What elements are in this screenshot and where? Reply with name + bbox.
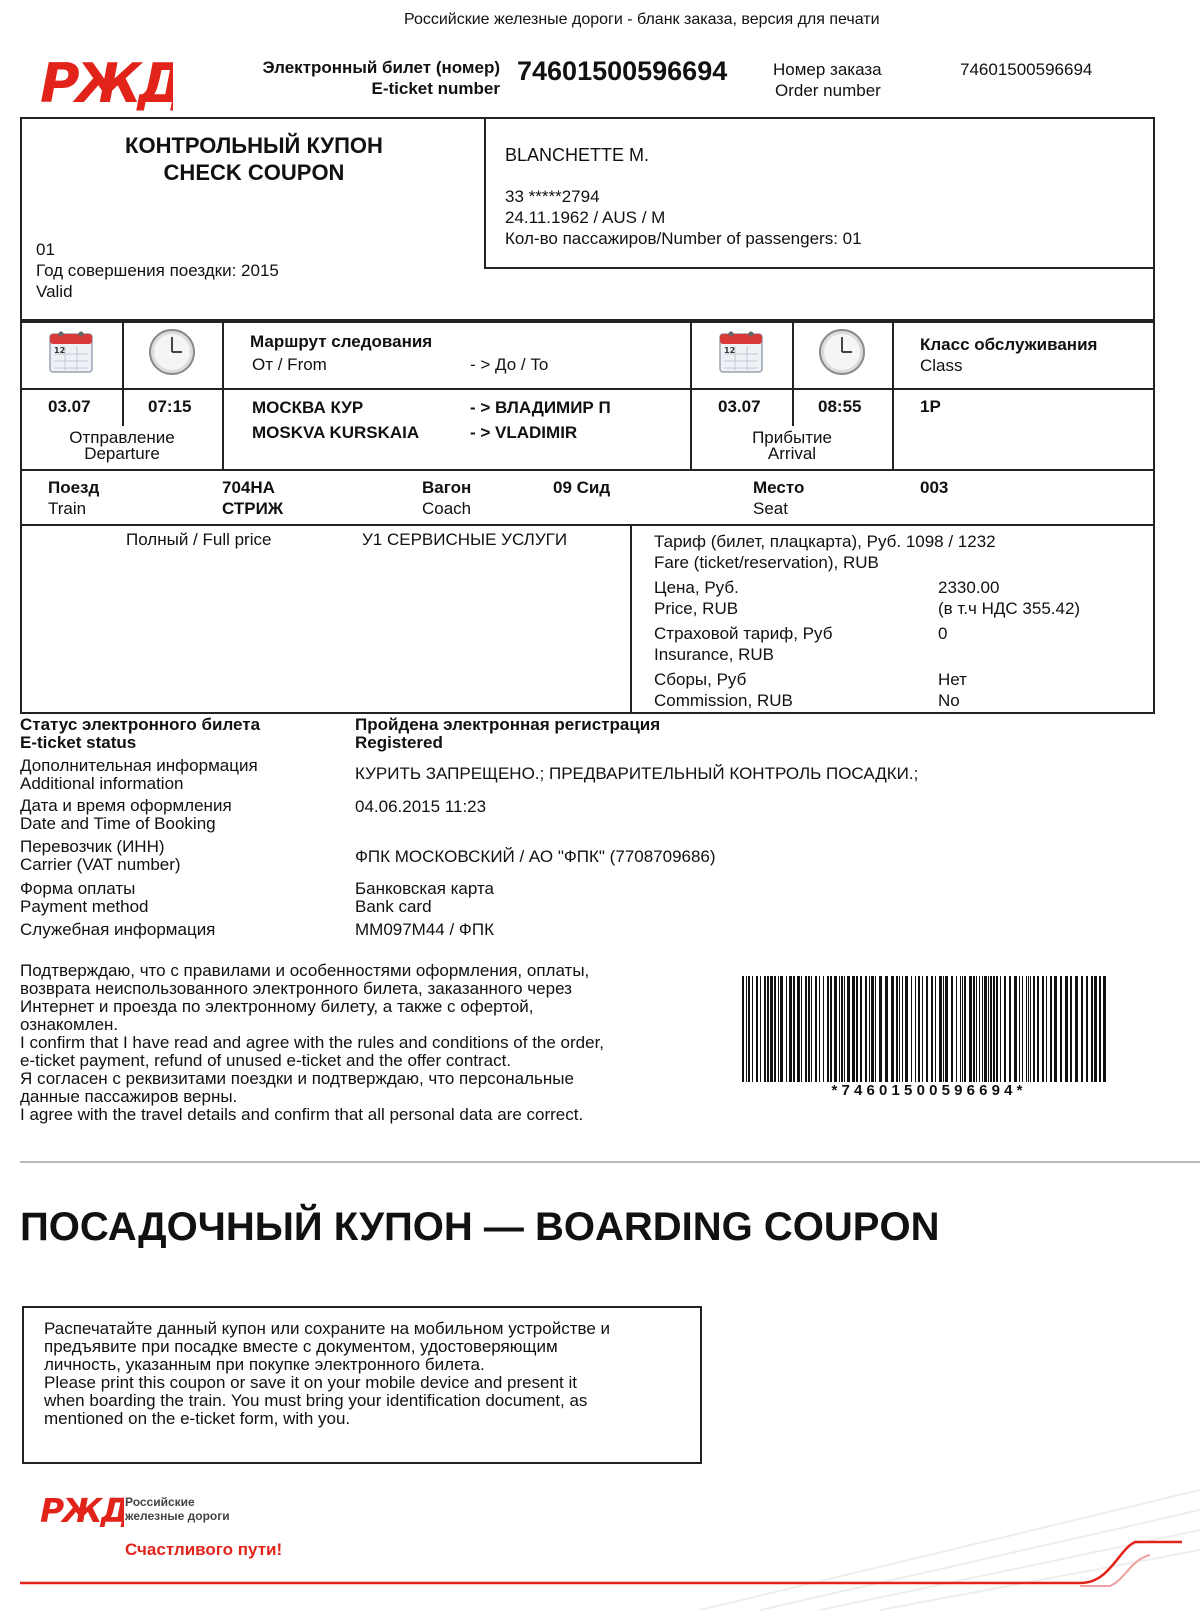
check-coupon-title-ru: КОНТРОЛЬНЫЙ КУПОН xyxy=(125,133,383,158)
agreement-line: ознакомлен. xyxy=(20,1015,119,1034)
carrier-value: ФПК МОСКОВСКИЙ / АО "ФПК" (7708709686) xyxy=(355,847,716,866)
from-station-ru: МОСКВА КУР xyxy=(252,398,364,417)
price-label-en: Price, RUB xyxy=(654,599,739,618)
coupon-valid: Valid xyxy=(36,282,73,301)
order-number: 74601500596694 xyxy=(960,60,1093,79)
class-label: Class xyxy=(920,356,963,375)
arrival-label-ru: Прибытие xyxy=(752,428,832,447)
footer-logo-text: РЖД xyxy=(40,1491,124,1530)
insurance-label-ru: Страховой тариф, Руб xyxy=(654,624,833,643)
to-station-ru: - > ВЛАДИМИР П xyxy=(470,398,611,417)
eticket-label-en: E-ticket number xyxy=(371,79,500,98)
footer-logo xyxy=(40,1490,124,1535)
rzd-logo xyxy=(38,52,173,119)
booking-date-value: 04.06.2015 11:23 xyxy=(355,797,487,816)
commission-value-en: No xyxy=(938,691,960,710)
coupon-separator xyxy=(20,1161,1200,1163)
train-number: 704НА xyxy=(222,478,275,497)
passenger-count: Кол-во пассажиров/Number of passengers: 01 xyxy=(505,229,862,248)
boarding-coupon-title: ПОСАДОЧНЫЙ КУПОН — BOARDING COUPON xyxy=(20,1205,940,1249)
agreement-text xyxy=(20,962,710,1124)
footer-company-line2: железные дороги xyxy=(125,1509,230,1523)
from-label: От / From xyxy=(252,355,327,374)
barcode-digits: * 7 4 6 0 1 5 0 0 5 9 6 6 9 4 * xyxy=(831,1082,1023,1099)
eticket-label-ru: Электронный билет (номер) xyxy=(262,58,500,77)
payment-label-ru: Форма оплаты xyxy=(20,879,136,898)
passenger-name: BLANCHETTE M. xyxy=(505,145,650,165)
payment-value-en: Bank card xyxy=(355,897,432,916)
coach-label-en: Coach xyxy=(422,499,472,518)
seat-label-ru: Место xyxy=(753,478,805,497)
check-coupon-title-en: CHECK COUPON xyxy=(163,160,345,185)
svg-text:12: 12 xyxy=(54,346,66,355)
agreement-line: I confirm that I have read and agree with the rules and conditions of the order, xyxy=(20,1033,605,1052)
barcode xyxy=(742,976,1112,1087)
route-divider xyxy=(20,388,1155,390)
order-label-ru: Номер заказа xyxy=(773,60,882,79)
boarding-line: Распечатайте данный купон или сохраните на мобильном устройстве и xyxy=(44,1319,610,1338)
carrier-label-en: Carrier (VAT number) xyxy=(20,855,181,874)
passenger-document: 33 *****2794 xyxy=(505,187,600,206)
to-label: - > До / To xyxy=(470,355,549,374)
commission-value-ru: Нет xyxy=(938,670,967,689)
service-info-value: ММ097М44 / ФПК xyxy=(355,920,494,939)
fare-box xyxy=(20,524,1155,714)
trip-year: Год совершения поездки: 2015 xyxy=(36,261,279,280)
cell-divider xyxy=(222,321,224,471)
payment-label-en: Payment method xyxy=(20,897,149,916)
tariff-ru: Тариф (билет, плацкарта), Руб. 1098 / 1232 xyxy=(654,532,996,551)
status-label-en: E-ticket status xyxy=(20,733,137,752)
departure-label-ru: Отправление xyxy=(69,428,175,447)
agreement-line: данные пассажиров верны. xyxy=(20,1087,238,1106)
coupon-code: 01 xyxy=(36,240,55,259)
commission-label-ru: Сборы, Руб xyxy=(654,670,747,689)
calendar-icon xyxy=(48,328,94,379)
clock-icon xyxy=(148,328,196,381)
arrival-label-en: Arrival xyxy=(767,444,817,463)
boarding-line: mentioned on the e-ticket form, with you. xyxy=(44,1409,351,1428)
agreement-line: Я согласен с реквизитами поездки и подтверждаю, что персональные xyxy=(20,1069,574,1088)
to-station-en: - > VLADIMIR xyxy=(470,423,578,442)
arrival-date: 03.07 xyxy=(718,397,761,416)
insurance-value: 0 xyxy=(938,624,948,643)
train-label-en: Train xyxy=(48,499,87,518)
order-label-en: Order number xyxy=(775,81,881,100)
service-type: У1 СЕРВИСНЫЕ УСЛУГИ xyxy=(362,530,568,549)
insurance-label-en: Insurance, RUB xyxy=(654,645,774,664)
arrival-time: 08:55 xyxy=(818,397,862,416)
departure-label-en: Departure xyxy=(84,444,160,463)
boarding-instructions xyxy=(44,1320,694,1428)
cell-divider xyxy=(122,388,124,426)
booking-date-label-ru: Дата и время оформления xyxy=(20,796,232,815)
cell-divider xyxy=(792,388,794,426)
eticket-number: 74601500596694 xyxy=(517,56,728,86)
class-title: Класс обслуживания xyxy=(920,335,1098,354)
service-info-label: Служебная информация xyxy=(20,920,216,939)
agreement-line: e-ticket payment, refund of unused e-ticket and the offer contract. xyxy=(20,1051,512,1070)
cell-divider xyxy=(792,321,794,391)
agreement-line: Интернет и проезда по электронному билету, а также с офертой, xyxy=(20,997,534,1016)
seat-label-en: Seat xyxy=(753,499,788,518)
agreement-line: Подтверждаю, что с правилами и особенностями оформления, оплаты, xyxy=(20,961,590,980)
carrier-label-ru: Перевозчик (ИНН) xyxy=(20,837,165,856)
vat-value: (в т.ч НДС 355.42) xyxy=(938,599,1081,618)
booking-date-label-en: Date and Time of Booking xyxy=(20,814,216,833)
boarding-line: when boarding the train. You must bring your identification document, as xyxy=(44,1391,588,1410)
svg-text:12: 12 xyxy=(724,346,736,355)
cell-divider xyxy=(892,321,894,471)
additional-label-ru: Дополнительная информация xyxy=(20,756,258,775)
price-value: 2330.00 xyxy=(938,578,1000,597)
class-value: 1Р xyxy=(920,397,941,416)
departure-date: 03.07 xyxy=(48,397,91,416)
coach-value: 09 Сид xyxy=(553,478,611,497)
from-station-en: MOSKVA KURSKAIA xyxy=(252,423,420,442)
calendar-icon xyxy=(718,328,764,379)
tariff-en: Fare (ticket/reservation), RUB xyxy=(654,553,879,572)
agreement-line: I agree with the travel details and confirm that all personal data are correct. xyxy=(20,1105,584,1124)
commission-label-en: Commission, RUB xyxy=(654,691,793,710)
additional-value: КУРИТЬ ЗАПРЕЩЕНО.; ПРЕДВАРИТЕЛЬНЫЙ КОНТРОЛЬ ПОСАДКИ.; xyxy=(355,764,919,783)
agreement-line: возврата неиспользованного электронного билета, заказанного через xyxy=(20,979,572,998)
payment-value-ru: Банковская карта xyxy=(355,879,495,898)
price-label-ru: Цена, Руб. xyxy=(654,578,739,597)
train-name: СТРИЖ xyxy=(222,499,284,518)
price-type: Полный / Full price xyxy=(126,530,272,549)
boarding-line: Please print this coupon or save it on your mobile device and present it xyxy=(44,1373,577,1392)
additional-label-en: Additional information xyxy=(20,774,184,793)
passenger-dob: 24.11.1962 / AUS / M xyxy=(505,208,666,227)
boarding-line: предъявите при посадке вместе с документом, удостоверяющим xyxy=(44,1337,558,1356)
footer-company-line1: Российские xyxy=(125,1495,195,1509)
route-title: Маршрут следования xyxy=(250,332,433,351)
cell-divider xyxy=(122,321,124,391)
rzd-logo-text: РЖД xyxy=(40,52,173,114)
coach-label-ru: Вагон xyxy=(422,478,472,497)
cell-divider xyxy=(630,524,632,714)
status-value-en: Registered xyxy=(355,733,443,752)
train-label-ru: Поезд xyxy=(48,478,100,497)
footer-slogan: Счастливого пути! xyxy=(125,1540,283,1559)
boarding-line: личность, указанным при покупке электронного билета. xyxy=(44,1355,485,1374)
document-title: Российские железные дороги - бланк заказа, версия для печати xyxy=(404,11,880,28)
status-label-ru: Статус электронного билета xyxy=(20,715,261,734)
seat-value: 003 xyxy=(920,478,949,497)
clock-icon xyxy=(818,328,866,381)
departure-time: 07:15 xyxy=(148,397,192,416)
status-value-ru: Пройдена электронная регистрация xyxy=(355,715,661,734)
